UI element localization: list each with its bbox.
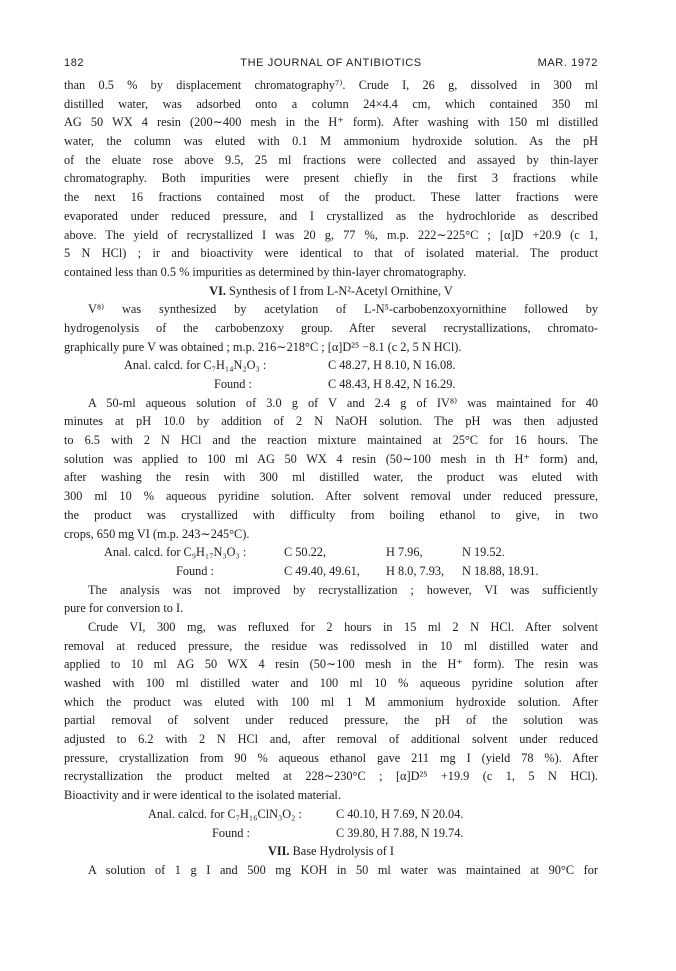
section-numeral: VII. [267, 844, 290, 859]
page-number: 182 [64, 57, 85, 69]
text-line: crops, 650 mg VI (m.p. 243∼245°C). [64, 526, 250, 541]
text-line: than 0.5 % by displacement chromatography⁷⁾. Crude I, 26 g, dissolved in 300 ml [64, 78, 598, 92]
text-line: distilled water, was adsorbed onto a column 24×4.4 cm, which contained 350 ml [64, 96, 598, 111]
text-line: the product was crystallized with difficulty from boiling ethanol to give, in two [64, 507, 598, 522]
text-line: above. The yield of recrystallized I was 20 g, 77 %, m.p. 222∼225°C ; [α]D +20.9 (c 1, [64, 227, 598, 242]
journal-title: THE JOURNAL OF ANTIBIOTICS [240, 57, 422, 69]
text-line: The analysis was not improved by recrystallization ; however, VI was sufficiently [88, 582, 598, 597]
text-line: solution was applied to 100 ml AG 50 WX 4 resin (50∼100 mesh in th H⁺ form) and, [64, 451, 598, 466]
analysis-value-h: H 7.96, [386, 545, 423, 560]
text-line: Crude VI, 300 mg, was refluxed for 2 hours in 15 ml 2 N HCl. After solvent [88, 619, 598, 634]
analysis-values: C 48.43, H 8.42, N 16.29. [328, 377, 456, 391]
analysis-calcd-row [64, 543, 598, 562]
text-line: evaporated under reduced pressure, and I crystallized as the hydrochloride as described [64, 208, 598, 223]
text-line: V⁸⁾ was synthesized by acetylation of L-N⁵-carbobenzoxyornithine followed by [88, 302, 598, 317]
analysis-found-row [64, 562, 598, 581]
text-line: partial removal of solvent under reduced pressure, the pH of the solution was [64, 713, 598, 728]
text-line: which the product was eluted with 100 ml 1 M ammonium hydroxide solution. After [64, 694, 598, 709]
analysis-found-row [64, 824, 598, 843]
text-line: 5 N HCl) ; ir and bioactivity were identical to that of isolated material. The product [64, 246, 598, 261]
section-title: Base Hydrolysis of I [292, 844, 395, 859]
analysis-label: Anal. calcd. for C₉H₁₇N₃O₃ : [104, 545, 247, 560]
paragraph-analysis-note [64, 581, 598, 618]
analysis-found-row [64, 375, 598, 394]
text-line: 300 ml 10 % aqueous pyridine solution. After solvent removal under reduced pressure, [64, 489, 598, 504]
analysis-value-h: H 8.0, 7.93, [386, 563, 445, 578]
text-line: removal at reduced pressure, the residue was redissolved in 10 ml distilled water and [64, 638, 598, 653]
article-body [64, 76, 598, 880]
text-line: after washing the resin with 300 ml distilled water, the product was eluted with [64, 470, 598, 485]
analysis-values: C 48.27, H 8.10, N 16.08. [328, 358, 456, 373]
analysis-label: Found : [176, 563, 214, 578]
section-numeral: VI. [209, 283, 226, 298]
analysis-value-c: C 50.22, [284, 545, 327, 560]
text-line: washed with 100 ml distilled water and 100 ml 10 % aqueous pyridine solution after [64, 676, 598, 690]
text-line: recrystallization the product melted at 228∼230°C ; [α]D²⁵ +19.9 (c 1, 5 N HCl). [64, 769, 598, 784]
text-line: minutes at pH 10.0 by addition of 2 N NaOH solution. The pH was then adjusted [64, 414, 598, 429]
section-heading-vi [64, 282, 598, 301]
text-line: hydrogenolysis of the carbobenzoxy group. After several recrystallizations, chromato- [64, 320, 598, 335]
text-line: Bioactivity and ir were identical to the isolated material. [64, 788, 341, 803]
text-line: A 50-ml aqueous solution of 3.0 g of V and 2.4 g of IV⁸⁾ was maintained for 40 [88, 395, 598, 410]
analysis-value-n: N 18.88, 18.91. [462, 563, 539, 578]
analysis-calcd-row [64, 356, 598, 375]
paragraph-coupling [64, 394, 598, 544]
text-line: graphically pure V was obtained ; m.p. 216∼218°C ; [α]D²⁵ −8.1 (c 2, 5 N HCl). [64, 339, 462, 354]
analysis-value-n: N 19.52. [462, 545, 505, 560]
paragraph-hydrolysis [64, 618, 598, 805]
text-line: chromatography. Both impurities were present chiefly in the first 3 fractions while [64, 171, 598, 186]
analysis-value-c: C 49.40, 49.61, [284, 563, 360, 578]
running-header [64, 57, 598, 73]
analysis-label: Anal. calcd. for C₇H₁₄N₂O₃ : [124, 358, 267, 373]
analysis-values: C 39.80, H 7.88, N 19.74. [336, 825, 464, 840]
text-line: applied to 10 ml AG 50 WX 4 resin (50∼100 mesh in the H⁺ form). The resin was [64, 657, 598, 672]
paragraph-chromatography [64, 76, 598, 282]
text-line: pure for conversion to I. [64, 601, 184, 616]
text-line: water, the column was eluted with 0.1 M ammonium hydroxide solution. As the pH [64, 134, 598, 149]
text-line: adjusted to 6.2 with 2 N HCl and, after removal of additional solvent under reduced [64, 732, 598, 747]
text-line: the next 16 fractions contained most of the product. These latter fractions were [64, 190, 598, 205]
section-title: Synthesis of I from L-N²-Acetyl Ornithine, V [229, 283, 453, 298]
issue-date: MAR. 1972 [537, 57, 598, 69]
text-line: A solution of 1 g I and 500 mg KOH in 50 ml water was maintained at 90°C for [88, 862, 598, 877]
analysis-label: Found : [214, 377, 252, 391]
text-line: pressure, crystallization from 90 % aqueous ethanol gave 211 mg I (yield 78 %). After [64, 750, 598, 765]
text-line: to 6.5 with 2 N HCl and the reaction mixture maintained at 25°C for 16 hours. The [64, 433, 598, 448]
section-heading-vii [64, 842, 598, 861]
analysis-label: Found : [212, 825, 250, 840]
paragraph-base-hydrolysis [64, 861, 598, 880]
text-line: AG 50 WX 4 resin (200∼400 mesh in the H⁺ form). After washing with 150 ml distilled [64, 115, 598, 130]
text-line: contained less than 0.5 % impurities as determined by thin-layer chromatography. [64, 264, 467, 279]
analysis-values: C 40.10, H 7.69, N 20.04. [336, 806, 464, 821]
analysis-label: Anal. calcd. for C₇H₁₆ClN₃O₂ : [148, 806, 302, 821]
paragraph-synthesis-v [64, 300, 598, 356]
analysis-calcd-row [64, 805, 598, 824]
text-line: of the eluate rose above 9.5, 25 ml fractions were collected and assayed by thin-layer [64, 152, 598, 167]
